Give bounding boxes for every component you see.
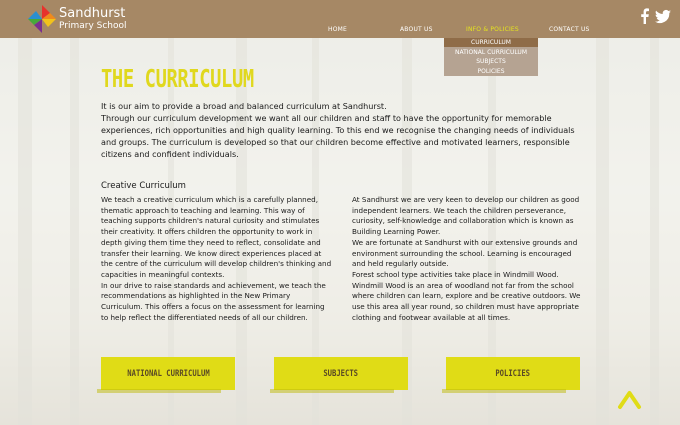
intro-paragraph: Through our curriculum development we want all our children and staff to have the opportunity for memorable experiences, rich opportunities and high quality learning. To this end we recognise the changing needs of individuals and groups. The curriculum is developed so that our children become effective and motivated learners, responsible citizens and confident individuals. xyxy=(101,113,575,160)
nav-about-us[interactable]: ABOUT US xyxy=(400,26,433,33)
body-paragraph: In our drive to raise standards and achievement, we teach the recommendations as highlighted in the New Primary Curriculum. This offers a focus on the assessment for learning to help reflect the differentiated needs of all our children. xyxy=(101,280,326,322)
body-paragraph: Forest school type activities take place in Windmill Wood. Windmill Wood is an area of woodland not far from the school where children can learn, explore and be creative outdoors. We use this area all year round, so children must have appropriate clothing and footwear available at all times. xyxy=(352,269,581,322)
button-label: SUBJECTS xyxy=(323,368,359,379)
facebook-icon[interactable] xyxy=(637,8,653,24)
scroll-to-top-icon[interactable] xyxy=(617,388,642,410)
right-column xyxy=(352,195,584,323)
policies-button[interactable] xyxy=(446,357,580,390)
subjects-button[interactable] xyxy=(274,357,408,390)
school-name[interactable]: Sandhurst xyxy=(59,6,126,21)
dropdown-item-curriculum[interactable]: CURRICULUM xyxy=(444,38,538,47)
twitter-icon[interactable] xyxy=(655,8,671,24)
dropdown-item-policies[interactable]: POLICIES xyxy=(477,67,505,75)
button-label: NATIONAL CURRICULUM xyxy=(126,368,210,379)
creative-curriculum-heading: Creative Curriculum xyxy=(101,181,186,191)
dropdown-item-subjects[interactable]: SUBJECTS xyxy=(476,58,506,65)
body-paragraph: At Sandhurst we are very keen to develop our children as good independent learners. We teach the children perseverance, curiosity, self-knowledge and collaboration which is known as Building Learning Power. xyxy=(352,195,580,237)
school-subtitle[interactable]: Primary School xyxy=(59,21,127,31)
nav-home[interactable]: HOME xyxy=(328,26,348,33)
page-title: THE CURRICULUM xyxy=(101,64,254,93)
windmill-logo-icon[interactable] xyxy=(26,3,58,35)
info-policies-dropdown xyxy=(444,38,538,76)
nav-contact-us[interactable]: CONTACT US xyxy=(549,26,590,33)
body-paragraph: We teach a creative curriculum which is a carefully planned, thematic approach to teaching and learning. This way of teaching supports children's natural curiosity and stimulates their creativity. It offers children the opportunity to work in depth giving them time they need to reflect, consolidate and transfer their learning. We know direct experiences placed at the centre of the curriculum will develop children's thinking and capacities in meaningful contexts. xyxy=(101,195,332,279)
body-paragraph: We are fortunate at Sandhurst with our extensive grounds and environment surrounding the school. Learning is encouraged and held regularly outside. xyxy=(352,237,578,269)
nav-info-policies[interactable]: INFO & POLICIES xyxy=(466,26,519,33)
site-header xyxy=(0,0,680,38)
intro-paragraph: It is our aim to provide a broad and balanced curriculum at Sandhurst. xyxy=(101,101,387,111)
left-column xyxy=(101,195,333,323)
button-label: POLICIES xyxy=(495,368,531,379)
national-curriculum-button[interactable] xyxy=(101,357,235,390)
intro-text xyxy=(101,100,581,160)
dropdown-item-national-curriculum[interactable]: NATIONAL CURRICULUM xyxy=(454,48,527,56)
